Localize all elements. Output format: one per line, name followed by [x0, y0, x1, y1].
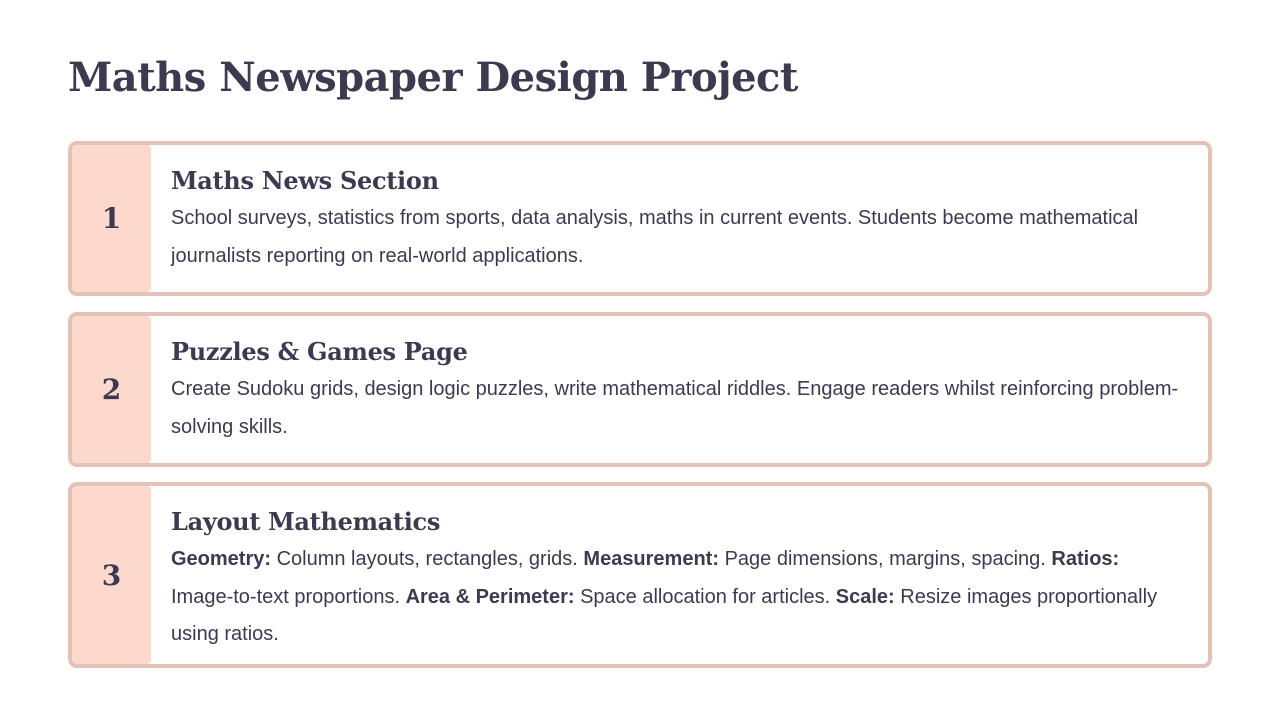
page-title: Maths Newspaper Design Project	[68, 54, 798, 101]
term-scale: Scale:	[835, 585, 895, 608]
card-description: School surveys, statistics from sports, data analysis, maths in current events. Students become mathematical journalists reporting on real-world applications.	[171, 207, 1139, 267]
term-geometry-text: Column layouts, rectangles, grids.	[271, 548, 584, 570]
term-measurement-text: Page dimensions, margins, spacing.	[719, 548, 1052, 570]
number-panel	[72, 486, 151, 664]
section-number: 3	[101, 558, 122, 592]
card-description: Create Sudoku grids, design logic puzzles, write mathematical riddles. Engage readers whilst reinforcing problem-solving skills.	[171, 378, 1179, 438]
term-geometry: Geometry:	[171, 548, 272, 570]
term-measurement: Measurement:	[583, 548, 720, 570]
number-panel	[72, 145, 151, 292]
card-heading: Maths News Section	[171, 166, 439, 195]
term-scale-text: Resize images proportionally using ratios.	[171, 585, 1158, 645]
card-body	[171, 165, 1184, 275]
card-heading: Layout Mathematics	[171, 507, 441, 536]
term-ratios: Ratios:	[1051, 548, 1120, 570]
number-panel	[72, 316, 151, 463]
section-card-layout-mathematics	[68, 482, 1212, 668]
term-area-perimeter-text: Space allocation for articles.	[574, 585, 836, 608]
section-card-puzzles-games	[68, 312, 1212, 467]
section-card-maths-news	[68, 141, 1212, 296]
term-ratios-text: Image-to-text proportions.	[171, 585, 406, 608]
card-heading: Puzzles & Games Page	[171, 337, 468, 366]
card-body	[171, 506, 1184, 654]
card-description	[171, 541, 1184, 654]
term-area-perimeter: Area & Perimeter:	[405, 585, 575, 608]
section-number: 1	[101, 202, 122, 235]
card-body	[171, 336, 1184, 446]
section-number: 2	[101, 373, 122, 406]
